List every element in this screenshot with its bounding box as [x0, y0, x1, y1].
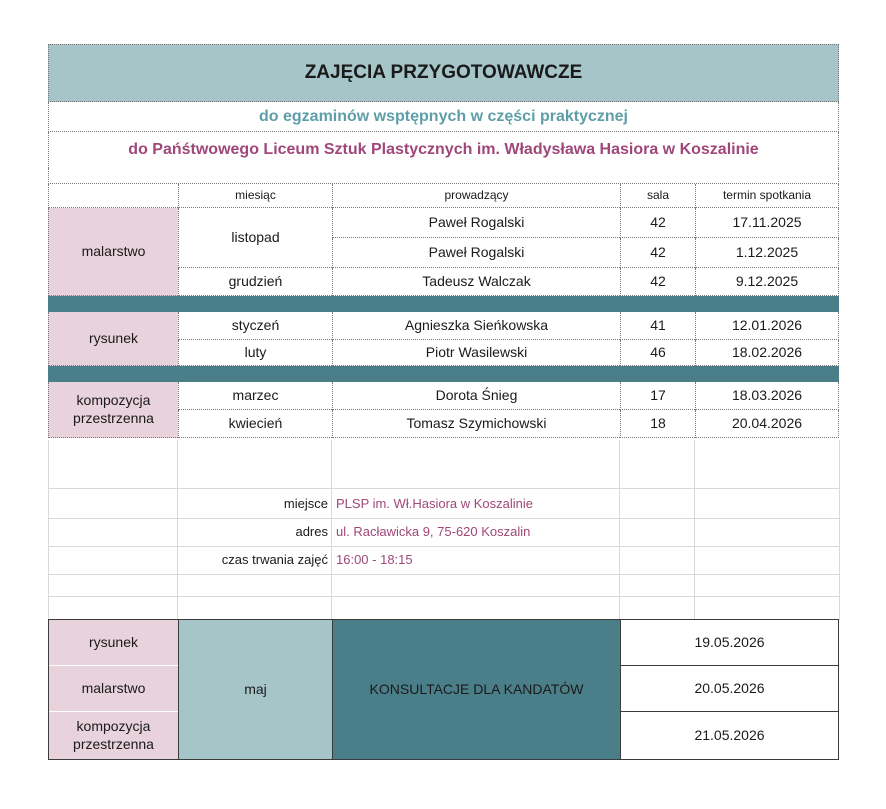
- month-cell: kwiecień: [178, 410, 332, 438]
- consultation-month: maj: [178, 620, 332, 759]
- subject-cell: kompozycja przestrzenna: [48, 382, 178, 438]
- consultation-subject: malarstwo: [49, 666, 178, 712]
- room-cell: 18: [620, 410, 695, 438]
- spacer-row: [48, 168, 839, 184]
- subject-cell: malarstwo: [48, 208, 178, 296]
- date-cell: 20.04.2026: [695, 410, 839, 438]
- address-label: adres: [295, 523, 328, 539]
- room-cell: 42: [620, 238, 695, 268]
- place-value: PLSP im. Wł.Hasiora w Koszalinie: [336, 495, 533, 511]
- teacher-cell: Agnieszka Sieńkowska: [332, 312, 620, 340]
- duration-value: 16:00 - 18:15: [336, 551, 413, 567]
- month-cell: listopad: [178, 208, 332, 268]
- teacher-cell: Tadeusz Walczak: [332, 268, 620, 296]
- room-cell: 17: [620, 382, 695, 410]
- consultation-date: 21.05.2026: [620, 712, 838, 759]
- group-separator: [48, 366, 839, 382]
- consultation-label: KONSULTACJE DLA KANDATÓW: [332, 620, 620, 759]
- subtitle-school: do Pańśtwowego Liceum Sztuk Plastycznych im. Władysława Hasiora w Koszalinie: [48, 132, 839, 168]
- month-cell: styczeń: [178, 312, 332, 340]
- page-title: ZAJĘCIA PRZYGOTOWAWCZE: [48, 44, 839, 102]
- group-separator: [48, 296, 839, 312]
- duration-label: czas trwania zajęć: [221, 551, 328, 567]
- date-cell: 18.03.2026: [695, 382, 839, 410]
- date-cell: 12.01.2026: [695, 312, 839, 340]
- header-teacher: prowadzący: [332, 184, 620, 208]
- header-empty: [48, 184, 178, 208]
- consultation-date: 20.05.2026: [620, 666, 838, 712]
- month-cell: grudzień: [178, 268, 332, 296]
- date-cell: 17.11.2025: [695, 208, 839, 238]
- header-month: miesiąc: [178, 184, 332, 208]
- consultation-date: 19.05.2026: [620, 620, 838, 666]
- month-cell: marzec: [178, 382, 332, 410]
- place-label: miejsce: [283, 495, 328, 511]
- date-cell: 9.12.2025: [695, 268, 839, 296]
- teacher-cell: Piotr Wasilewski: [332, 340, 620, 366]
- consultation-subject: rysunek: [49, 620, 178, 666]
- consultation-subject: kompozycja przestrzenna: [49, 712, 178, 759]
- teacher-cell: Paweł Rogalski: [332, 208, 620, 238]
- address-value: ul. Racławicka 9, 75-620 Koszalin: [336, 523, 531, 539]
- date-cell: 1.12.2025: [695, 238, 839, 268]
- teacher-cell: Tomasz Szymichowski: [332, 410, 620, 438]
- month-cell: luty: [178, 340, 332, 366]
- teacher-cell: Paweł Rogalski: [332, 238, 620, 268]
- header-date: termin spotkania: [695, 184, 839, 208]
- room-cell: 42: [620, 268, 695, 296]
- room-cell: 42: [620, 208, 695, 238]
- room-cell: 46: [620, 340, 695, 366]
- subject-cell: rysunek: [48, 312, 178, 366]
- header-room: sala: [620, 184, 695, 208]
- teacher-cell: Dorota Śnieg: [332, 382, 620, 410]
- room-cell: 41: [620, 312, 695, 340]
- subtitle-exams: do egzaminów wsptępnych w części praktycznej: [48, 102, 839, 132]
- date-cell: 18.02.2026: [695, 340, 839, 366]
